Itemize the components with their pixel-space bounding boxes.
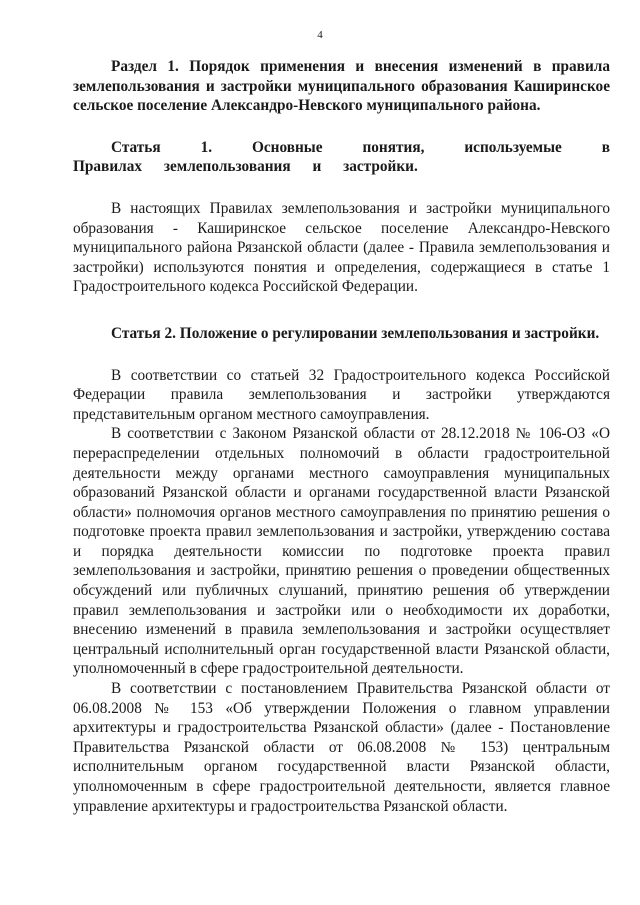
- document-body: [73, 57, 610, 816]
- article-2-title: Статья 2. Положение о регулировании землепользования и застройки.: [111, 324, 600, 342]
- spacer: [73, 344, 610, 366]
- article-2-paragraph-2: В соответствии с Законом Рязанской области от 28.12.2018 № 106-ОЗ «О перераспределении отдельных полномочий в области градостроительной деятельности между органами местного самоуправления муниципальных образований Рязанской области и органами государственной власти Рязанской области» полномочия органов местного самоуправления по принятию решения о подготовке проекта правил землепользования и застройки, утверждению состава и порядка деятельности комиссии по подготовке проекта правил землепользования и застройки, принятию решения о проведении общественных обсуждений или публичных слушаний, принятию решения об утверждении правил землепользования и застройки или о необходимости их доработки, внесению изменений в правила землепользования и застройки осуществляет центральный исполнительный орган государственной власти Рязанской области, уполномоченный в сфере градостроительной деятельности.: [73, 425, 610, 678]
- spacer: [73, 297, 610, 324]
- article-2-paragraph-3: В соответствии с постановлением Правительства Рязанской области от 06.08.2008 № 153 «Об утверждении Положения о главном управлении архитектуры и градостроительства Рязанской области» (далее - Постановление Правительства Рязанской области от 06.08.2008 № 153) центральным исполнительным органом государственной власти Рязанской области, уполномоченным в сфере градостроительной деятельности, является главное управление архитектуры и градостроительства Рязанской области.: [73, 680, 610, 815]
- section-heading: Раздел 1. Порядок применения и внесения изменений в правила землепользования и застройки муниципального образования Каширинское сельское поселение Александро-Невского муниципального района.: [73, 58, 610, 115]
- article-1-paragraph: В настоящих Правилах землепользования и застройки муниципального образования - Каширинское сельское поселение Александро-Невского муниципального района Рязанской области (далее - Правила землепользования и застройки) используются понятия и определения, содержащиеся в статье 1 Градостроительного кодекса Российской Федерации.: [73, 199, 610, 296]
- spacer: [73, 116, 610, 138]
- article-1-title: Статья 1. Основные понятия, используемые в Правилах землепользования и застройки.: [73, 138, 610, 176]
- page-number: 4: [317, 29, 323, 41]
- spacer: [73, 177, 610, 199]
- article-2-paragraph-1: В соответствии со статьей 32 Градостроительного кодекса Российской Федерации правила землепользования и застройки утверждаются представительным органом местного самоуправления.: [73, 366, 610, 423]
